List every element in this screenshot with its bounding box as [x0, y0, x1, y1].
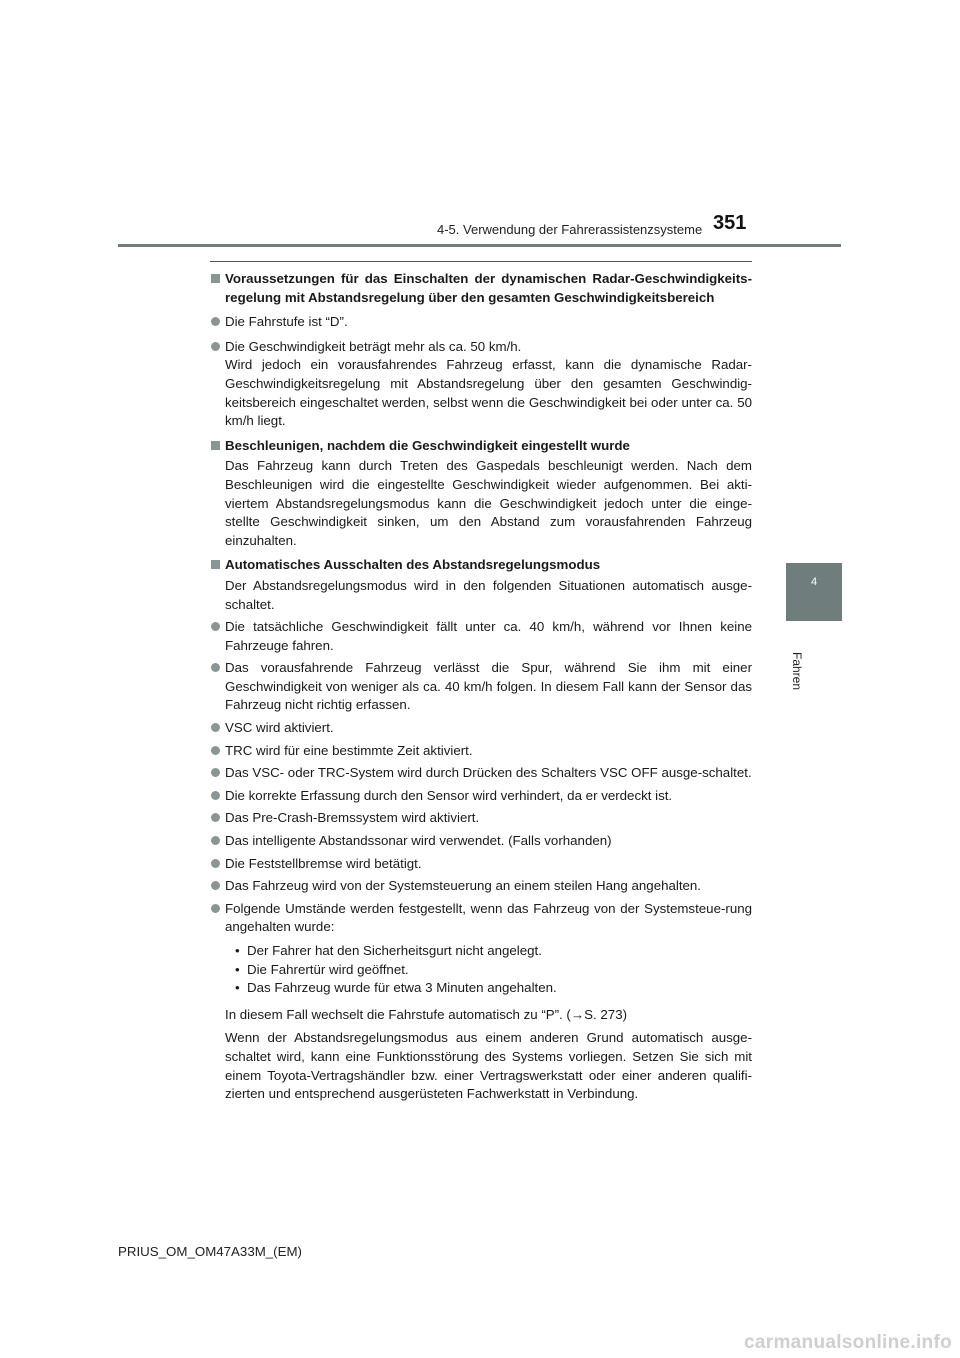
list-item-text: Das VSC- oder TRC-System wird durch Drücken des Schalters VSC OFF ausge-schaltet. — [225, 765, 752, 781]
circle-bullet-icon — [211, 622, 220, 631]
middle-dot-icon: • — [235, 943, 240, 958]
paragraph: In diesem Fall wechselt die Fahrstufe automatisch zu “P”. (→S. 273) — [225, 1006, 628, 1022]
list-item — [211, 719, 752, 738]
paragraph: Das Fahrzeug kann durch Treten des Gaspedals beschleunigt werden. Nach dem Beschleunigen wird die eingestellte Geschwindigkeit wieder aufgenommen. Bei akti-viertem Abstandsregelungsmodus kann die Geschwindigkeit jedoch unter die einge-stellte Geschwindigkeit sinken, um den Abstand zum vorausfahrenden Fahrzeug einzuhalten. — [225, 458, 752, 548]
header-rule — [118, 244, 841, 247]
list-item-text: Das vorausfahrende Fahrzeug verlässt die Spur, während Sie ihm mit einer Geschwindigkeit von weniger als ca. 40 km/h folgen. In diesem Fall kann der Sensor das Fahrzeug nicht richtig erfassen. — [225, 660, 752, 713]
watermark: carmanualsonline.info — [744, 1332, 952, 1353]
sub-list-item — [235, 942, 752, 961]
list-item-text: Die Fahrstufe ist “D”. — [225, 314, 348, 330]
content-top-rule — [210, 261, 752, 262]
list-item — [211, 855, 752, 874]
list-item-text: Folgende Umstände werden festgestellt, wenn das Fahrzeug von der Systemsteue-rung angehalten wurde: — [225, 900, 752, 935]
list-item-text: Die Feststellbremse wird betätigt. — [225, 855, 422, 871]
list-item-text: Das intelligente Abstandssonar wird verwendet. (Falls vorhanden) — [225, 833, 612, 849]
sub-list-item-text: Das Fahrzeug wurde für etwa 3 Minuten angehalten. — [247, 980, 557, 996]
paragraph: Der Abstandsregelungsmodus wird in den folgenden Situationen automatisch ausge-schaltet. — [225, 577, 752, 612]
circle-bullet-icon — [211, 768, 220, 777]
list-item-text: Die Geschwindigkeit beträgt mehr als ca. 50 km/h. — [225, 338, 522, 354]
content-body — [211, 270, 752, 1104]
list-item — [211, 618, 752, 655]
section-heading-text: Beschleunigen, nachdem die Geschwindigkeit eingestellt wurde — [225, 437, 630, 453]
chapter-side-label: Fahren — [790, 652, 804, 691]
list-item — [211, 877, 752, 896]
list-item — [211, 659, 752, 715]
list-item — [211, 742, 752, 761]
header-section-title: 4-5. Verwendung der Fahrerassistenzsysteme — [437, 222, 703, 237]
chapter-tab-number: 4 — [810, 576, 818, 588]
paragraph: Wenn der Abstandsregelungsmodus aus einem anderen Grund automatisch ausge-schaltet wird, kann eine Funktionsstörung des Systems vorliegen. Setzen Sie sich mit einem Toyota-Vertragshändler bzw. einer Vertragswerkstatt oder einer anderen qualifi-zierten und entsprechend ausgerüsteten Fachwerkstatt in Verbindung. — [225, 1030, 752, 1102]
list-item-text: Die korrekte Erfassung durch den Sensor wird verhindert, da er verdeckt ist. — [225, 787, 673, 803]
list-item — [211, 809, 752, 828]
section-heading-text: Automatisches Ausschalten des Abstandsregelungsmodus — [225, 557, 601, 573]
list-item-text: Die tatsächliche Geschwindigkeit fällt unter ca. 40 km/h, während vor Ihnen keine Fahrzeuge fahren. — [225, 619, 752, 653]
footer-doc-code: PRIUS_OM_OM47A33M_(EM) — [118, 1244, 302, 1259]
sub-list-item-text: Die Fahrertür wird geöffnet. — [247, 961, 409, 977]
sub-list — [211, 942, 752, 998]
square-bullet-icon — [211, 560, 220, 569]
circle-bullet-icon — [211, 746, 220, 755]
circle-bullet-icon — [211, 791, 220, 800]
list-item — [211, 313, 752, 332]
circle-bullet-icon — [211, 836, 220, 845]
circle-bullet-icon — [211, 317, 220, 326]
list-item-text: TRC wird für eine bestimmte Zeit aktiviert. — [225, 742, 473, 758]
chapter-tab — [786, 563, 842, 621]
section-heading — [211, 270, 752, 307]
circle-bullet-icon — [211, 859, 220, 868]
list-item — [211, 764, 752, 783]
sub-list-item-text: Der Fahrer hat den Sicherheitsgurt nicht angelegt. — [247, 943, 542, 958]
square-bullet-icon — [211, 274, 220, 283]
page-number: 351 — [713, 212, 747, 234]
list-item-text: Das Fahrzeug wird von der Systemsteuerung an einem steilen Hang angehalten. — [225, 878, 702, 894]
list-item — [211, 832, 752, 851]
sub-list-item — [235, 979, 752, 998]
section-heading — [211, 556, 752, 575]
list-item — [211, 900, 752, 937]
circle-bullet-icon — [211, 904, 220, 913]
circle-bullet-icon — [211, 723, 220, 732]
sub-list-item — [235, 961, 752, 980]
list-item-continuation: Wird jedoch ein vorausfahrendes Fahrzeug erfasst, kann die dynamische Radar-Geschwindigkeitsregelung mit Abstandsregelung über den gesamten Geschwindig-keitsbereich eingeschaltet werden, selbst wenn die Geschwindigkeit bei oder unter ca. 50 km/h liegt. — [225, 357, 752, 429]
middle-dot-icon: • — [235, 980, 240, 996]
middle-dot-icon: • — [235, 961, 240, 977]
list-item — [211, 338, 752, 431]
section-heading-text: Voraussetzungen für das Einschalten der dynamischen Radar-Geschwindigkeits-regelung mit Abstandsregelung über den gesamten Geschwindigkeitsbereich — [225, 271, 752, 305]
section-heading — [211, 437, 752, 456]
list-item — [211, 787, 752, 806]
circle-bullet-icon — [211, 813, 220, 822]
list-item-text: Das Pre-Crash-Bremssystem wird aktiviert. — [225, 810, 480, 826]
list-item-text: VSC wird aktiviert. — [225, 720, 334, 736]
circle-bullet-icon — [211, 881, 220, 890]
square-bullet-icon — [211, 441, 220, 450]
circle-bullet-icon — [211, 342, 220, 351]
circle-bullet-icon — [211, 663, 220, 672]
